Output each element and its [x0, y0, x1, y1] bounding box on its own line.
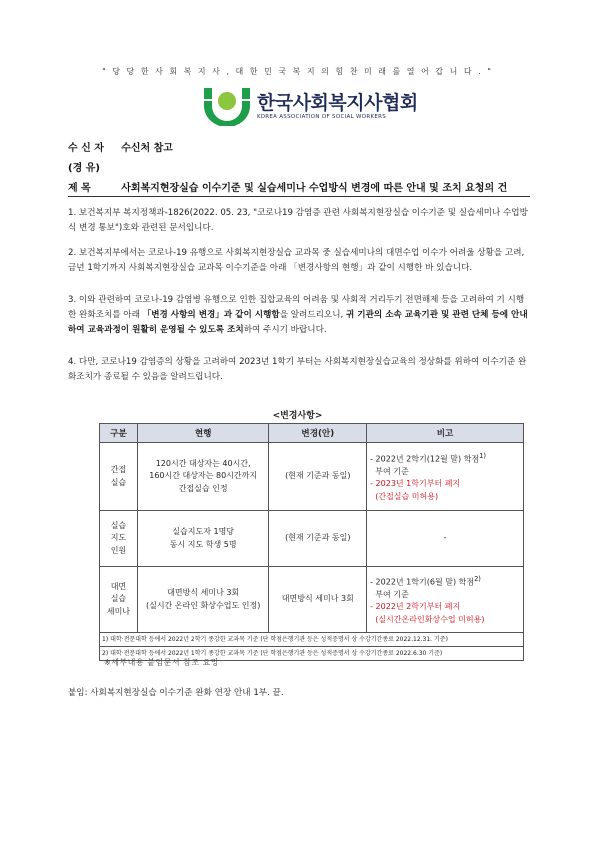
subject-line — [68, 179, 507, 194]
subject-value: 사회복지현장실습 이수기준 및 실습세미나 수업방식 변경에 따른 안내 및 조치 요청의 건 — [121, 183, 508, 194]
via-label: (경 유) — [68, 163, 100, 174]
recipient-line — [68, 139, 173, 154]
reference-note: ※세부내용 붙임문서 참조 요망 — [104, 658, 220, 667]
footnote-2: 2) 대학·전문대학 등에서 2022년 1학기 종강한 교과목 기준 (단 학점은행기관 등은 성적증명서 상 수강기간종료 2022.6.30 기준) — [100, 647, 524, 661]
attachment-line: 붙임: 사회복지현장실습 이수기준 완화 연장 안내 1부. 끝. — [68, 688, 284, 698]
row-current: 대면방식 세미나 3회 (실시간 온라인 화상수업도 인정) — [137, 567, 269, 633]
slogan: " 당 당 한 사 회 복 지 사 , 대 한 민 국 복 지 의 힘 찬 미 래 를 열 어 갑 니 다 . " — [102, 67, 493, 76]
table-row — [100, 567, 524, 633]
header-remark: 비고 — [367, 424, 524, 443]
row-change: 대면방식 세미나 3회 — [269, 567, 367, 633]
table-header-row — [100, 424, 524, 443]
table-row — [100, 511, 524, 567]
via-line — [68, 159, 118, 174]
row-category: 실습 지도 인원 — [100, 511, 138, 567]
recipient-label: 수 신 자 — [68, 143, 104, 154]
logo-name-english: KOREA ASSOCIATION OF SOCIAL WORKERS — [257, 113, 387, 120]
paragraph-1: 1. 보건복지부 복지정책과-1826(2022. 05. 23, "코로나19 감염증 관련 사회복지현장실습 이수기준 및 실습세미나 수업방식 변경 통보")호와 관련된 문서입니다. — [68, 208, 528, 233]
table-footnote-row — [100, 633, 524, 647]
header-divider — [68, 196, 530, 197]
logo-emblem-icon — [203, 86, 251, 126]
footnote-1: 1) 대학·전문대학 등에서 2022년 2학기 종강한 교과목 기준 (단 학점은행기관 등은 성적증명서 상 수강기간종료 2022.12.31. 기준) — [100, 633, 524, 647]
header-current: 현행 — [137, 424, 269, 443]
row-change: (현재 기준과 동일) — [269, 511, 367, 567]
row-remark: - — [367, 511, 524, 567]
row-current: 실습지도자 1명당 동시 지도 학생 5명 — [137, 511, 269, 567]
subject-label: 제 목 — [68, 183, 91, 194]
paragraph-4: 4. 다만, 코로나19 감염증의 상황을 고려하여 2023년 1학기 부터는 사회복지현장실습교육의 정상화를 위하여 이수기준 완화조치가 종료될 수 있음을 알려드립니다. — [68, 357, 527, 382]
changes-table — [99, 423, 524, 661]
association-logo — [203, 86, 418, 126]
row-change: (현재 기준과 동일) — [269, 443, 367, 511]
logo-name-korean: 한국사회복지사협회 — [257, 91, 418, 114]
table-row — [100, 443, 524, 511]
row-current: 120시간 대상자는 40시간, 160시간 대상자는 80시간까지 간접실습 인정 — [137, 443, 269, 511]
row-category: 간접 실습 — [100, 443, 138, 511]
row-remark: - 2022년 1학기(6월 말) 학점$^{2)}$ 부여 기준 - 2022년 2학기부터 폐지 (실시간온라인화상수업 미허용) — [367, 567, 524, 633]
paragraph-2: 2. 보건복지부에서는 코로나-19 유행으로 사회복지현장실습 교과목 중 실습세미나의 대면수업 이수가 어려울 상황을 고려, 금년 1학기까지 사회복지현장실습 교과목 이수기준을 아래 「변경사항의 현행」과 같이 시행한 바 있습니다. — [68, 248, 525, 273]
header-category: 구분 — [100, 424, 138, 443]
header-change: 변경(안) — [269, 424, 367, 443]
row-category: 대면 실습 세미나 — [100, 567, 138, 633]
paragraph-3: 3. 이와 관련하여 코로나-19 감염병 유행으로 인한 집합교육의 어려움 및 사회적 거리두기 전면해제 등을 고려하여 기 시행한 완화조치를 아래 「변경 사항의 변경」과 같이 시행함을 알려드리오니, 귀 기관의 소속 교육기관 및 관련 단체 등에 안내하여 교육과정이 원활히 운영될 수 있도록 조치하여 주시기 바랍니다. — [68, 295, 528, 335]
row-remark: - 2022년 2학기(12월 말) 학점$^{1)}$ 부여 기준 - 2023년 1학기부터 폐지 (간접실습 미허용) — [367, 443, 524, 511]
recipient-value: 수신처 참고 — [121, 143, 173, 154]
table-title: <변경사항> — [272, 411, 323, 421]
